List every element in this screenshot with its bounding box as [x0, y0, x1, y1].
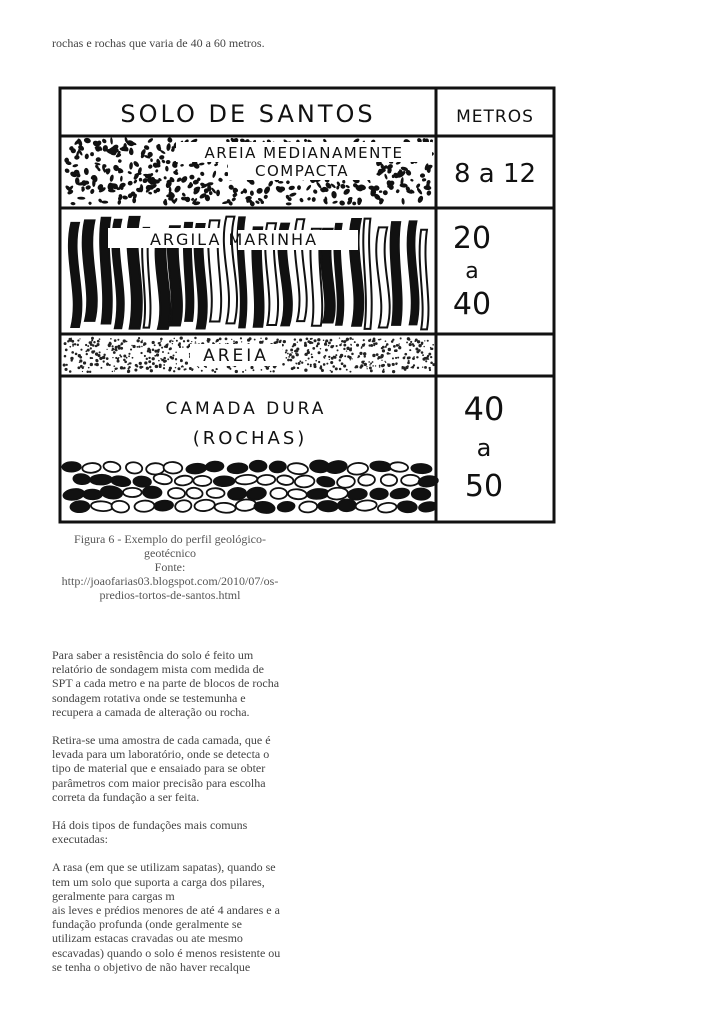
soil-profile-figure — [58, 84, 558, 528]
layer4-depth-to: 50 — [464, 469, 504, 504]
caption-source-link[interactable]: predios-tortos-de-santos.html — [99, 588, 241, 602]
paragraph: Para saber a resistência do solo é feito um relatório de sondagem mista com medida de SPT a cada metro e na parte de blocos de rocha sondagem rotativa onde se testemunha e recupera a camada de alteração ou rocha. — [52, 648, 280, 719]
paragraph: Retira-se uma amostra de cada camada, que é levada para um laboratório, onde se detecta o tipo de material que e ensaiado para se obter parâmetros com maior precisão para escolha correta da fundação a ser feita. — [52, 733, 271, 804]
layer3-label: AREIA — [203, 346, 269, 366]
paragraph: Há dois tipos de fundações mais comuns executadas: — [52, 818, 248, 847]
layer1-depth: 8 a 12 — [453, 159, 537, 189]
layer4-label-b: (ROCHAS) — [192, 428, 308, 449]
caption-line: Figura 6 - Exemplo do perfil geológico- — [74, 532, 266, 546]
layer1-label-a: AREIA MEDIANAMENTE — [204, 144, 404, 162]
layer2-depth-sep: a — [465, 259, 479, 284]
caption-line: Fonte: — [154, 560, 186, 574]
figure-caption — [50, 532, 290, 602]
article-body — [52, 648, 284, 988]
layer4-label-a: CAMADA DURA — [165, 399, 327, 419]
layer2-depth-to: 40 — [452, 287, 492, 322]
caption-source-link[interactable]: http://joaofarias03.blogspot.com/2010/07/os- — [61, 574, 279, 588]
paragraph — [52, 860, 284, 974]
column-header-metros: METROS — [456, 107, 534, 127]
layer2-label: ARGILA MARINHA — [149, 230, 319, 249]
paragraph-line: A rasa (em que se utilizam sapatas), quando se tem um solo que suporta a carga dos pilares, geralmente para cargas m — [52, 860, 276, 903]
caption-line: geotécnico — [144, 546, 196, 560]
intro-text: rochas e rochas que varia de 40 a 60 metros. — [52, 36, 265, 50]
layer1-label-b: COMPACTA — [254, 162, 350, 180]
paragraph-line: ais leves e prédios menores de até 4 andares e a fundação profunda (onde geralmente se utilizam estacas cravadas ou ate mesmo escavadas) quando o solo é menos resistente ou se tenha o objetivo de não haver recalque — [52, 903, 281, 974]
figure-title: SOLO DE SANTOS — [120, 100, 376, 128]
layer4-depth-sep: a — [476, 434, 492, 462]
rock-layer-pattern — [62, 460, 438, 515]
layer2-depth-from: 20 — [452, 221, 492, 256]
layer4-depth-from: 40 — [463, 390, 505, 428]
